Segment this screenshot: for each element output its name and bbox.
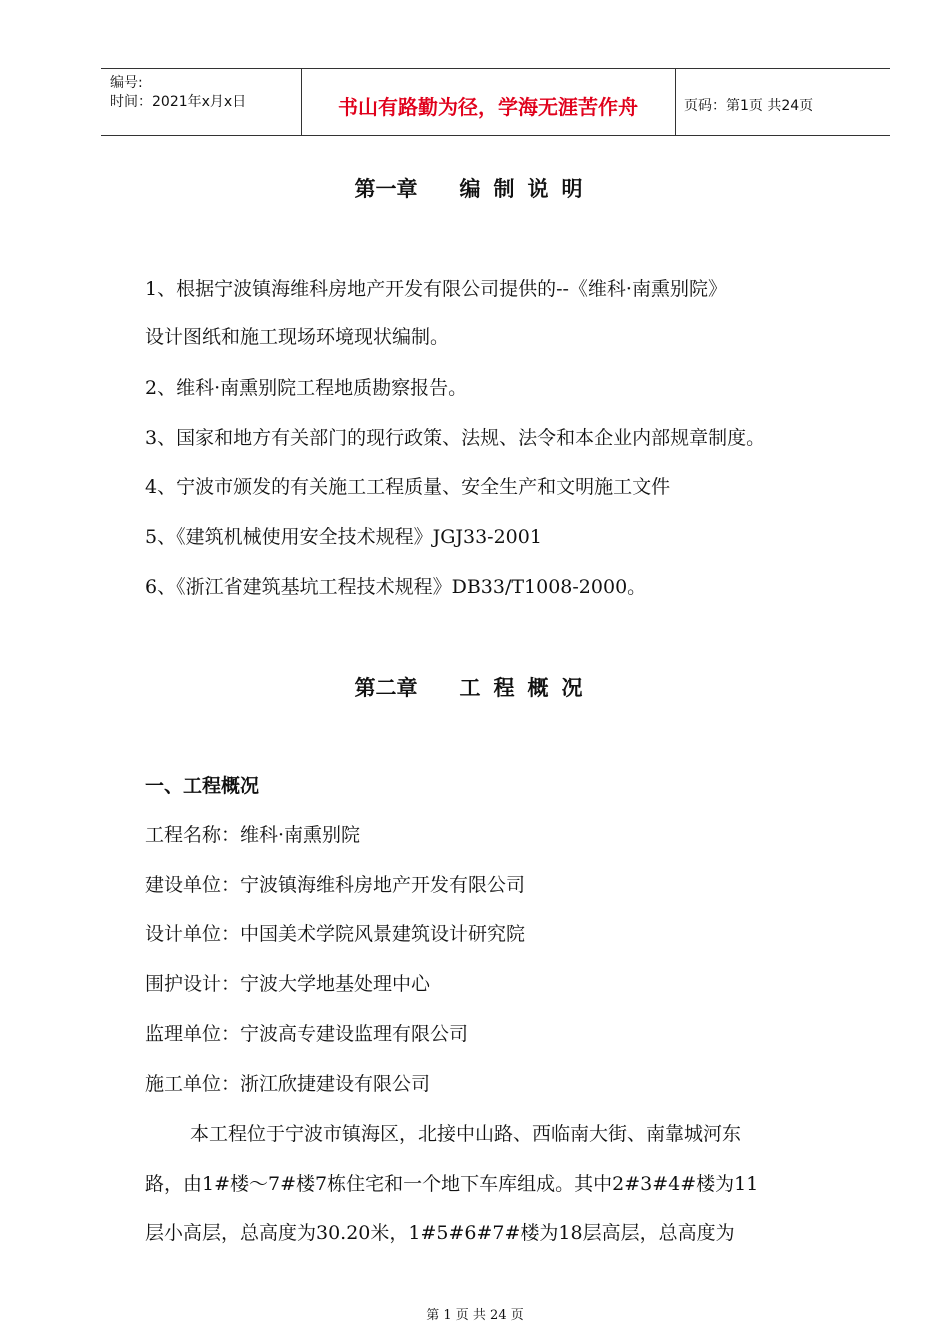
time-label: 时间：2021年x月x日 xyxy=(110,94,247,110)
basis-item: 4、宁波市颁发的有关施工工程质量、安全生产和文明施工文件 xyxy=(145,476,671,498)
header-motto-cell xyxy=(301,69,676,135)
chapter-2-number: 第二章 xyxy=(354,676,418,700)
header-motto: 书山有路勤为径，学海无涯苦作舟 xyxy=(338,95,638,119)
paragraph-line: 路，由1#楼～7#楼7栋住宅和一个地下车库组成。其中2#3#4#楼为11 xyxy=(145,1173,759,1195)
basis-item: 5、《建筑机械使用安全技术规程》JGJ33-2001 xyxy=(145,526,542,548)
page-header xyxy=(101,68,890,136)
chapter-1-title: 编制说明 xyxy=(459,177,596,201)
basis-item: 3、国家和地方有关部门的现行政策、法规、法令和本企业内部规章制度。 xyxy=(145,427,766,449)
header-meta-cell xyxy=(101,69,302,135)
paragraph-line: 层小高层，总高度为30.20米，1#5#6#7#楼为18层高层，总高度为 xyxy=(145,1222,735,1244)
project-field: 监理单位：宁波高专建设监理有限公司 xyxy=(145,1023,469,1045)
basis-item: 2、维科·南熏别院工程地质勘察报告。 xyxy=(145,377,468,399)
project-field: 建设单位：宁波镇海维科房地产开发有限公司 xyxy=(145,874,526,896)
header-page-info: 页码：第1页 共24页 xyxy=(684,98,814,114)
basis-item: 6、《浙江省建筑基坑工程技术规程》DB33/T1008-2000。 xyxy=(145,576,647,598)
project-field: 围护设计：宁波大学地基处理中心 xyxy=(145,973,431,995)
basis-item: 1、根据宁波镇海维科房地产开发有限公司提供的--《维科·南熏别院》 xyxy=(145,278,727,300)
paragraph-line: 本工程位于宁波市镇海区，北接中山路、西临南大街、南靠城河东 xyxy=(190,1123,742,1145)
chapter-1-number: 第一章 xyxy=(354,177,418,201)
chapter-1-heading xyxy=(0,173,950,203)
serial-number-label: 编号: xyxy=(110,75,143,91)
section-title: 一、工程概况 xyxy=(145,775,260,797)
project-field: 工程名称：维科·南熏别院 xyxy=(145,824,361,846)
chapter-2-title: 工程概况 xyxy=(459,676,596,700)
page-footer: 第 1 页 共 24 页 xyxy=(426,1308,524,1323)
basis-item: 设计图纸和施工现场环境现状编制。 xyxy=(145,326,450,348)
chapter-2-heading xyxy=(0,672,950,702)
project-field: 设计单位：中国美术学院风景建筑设计研究院 xyxy=(145,923,526,945)
project-field: 施工单位：浙江欣捷建设有限公司 xyxy=(145,1073,431,1095)
header-page-cell xyxy=(675,69,890,135)
